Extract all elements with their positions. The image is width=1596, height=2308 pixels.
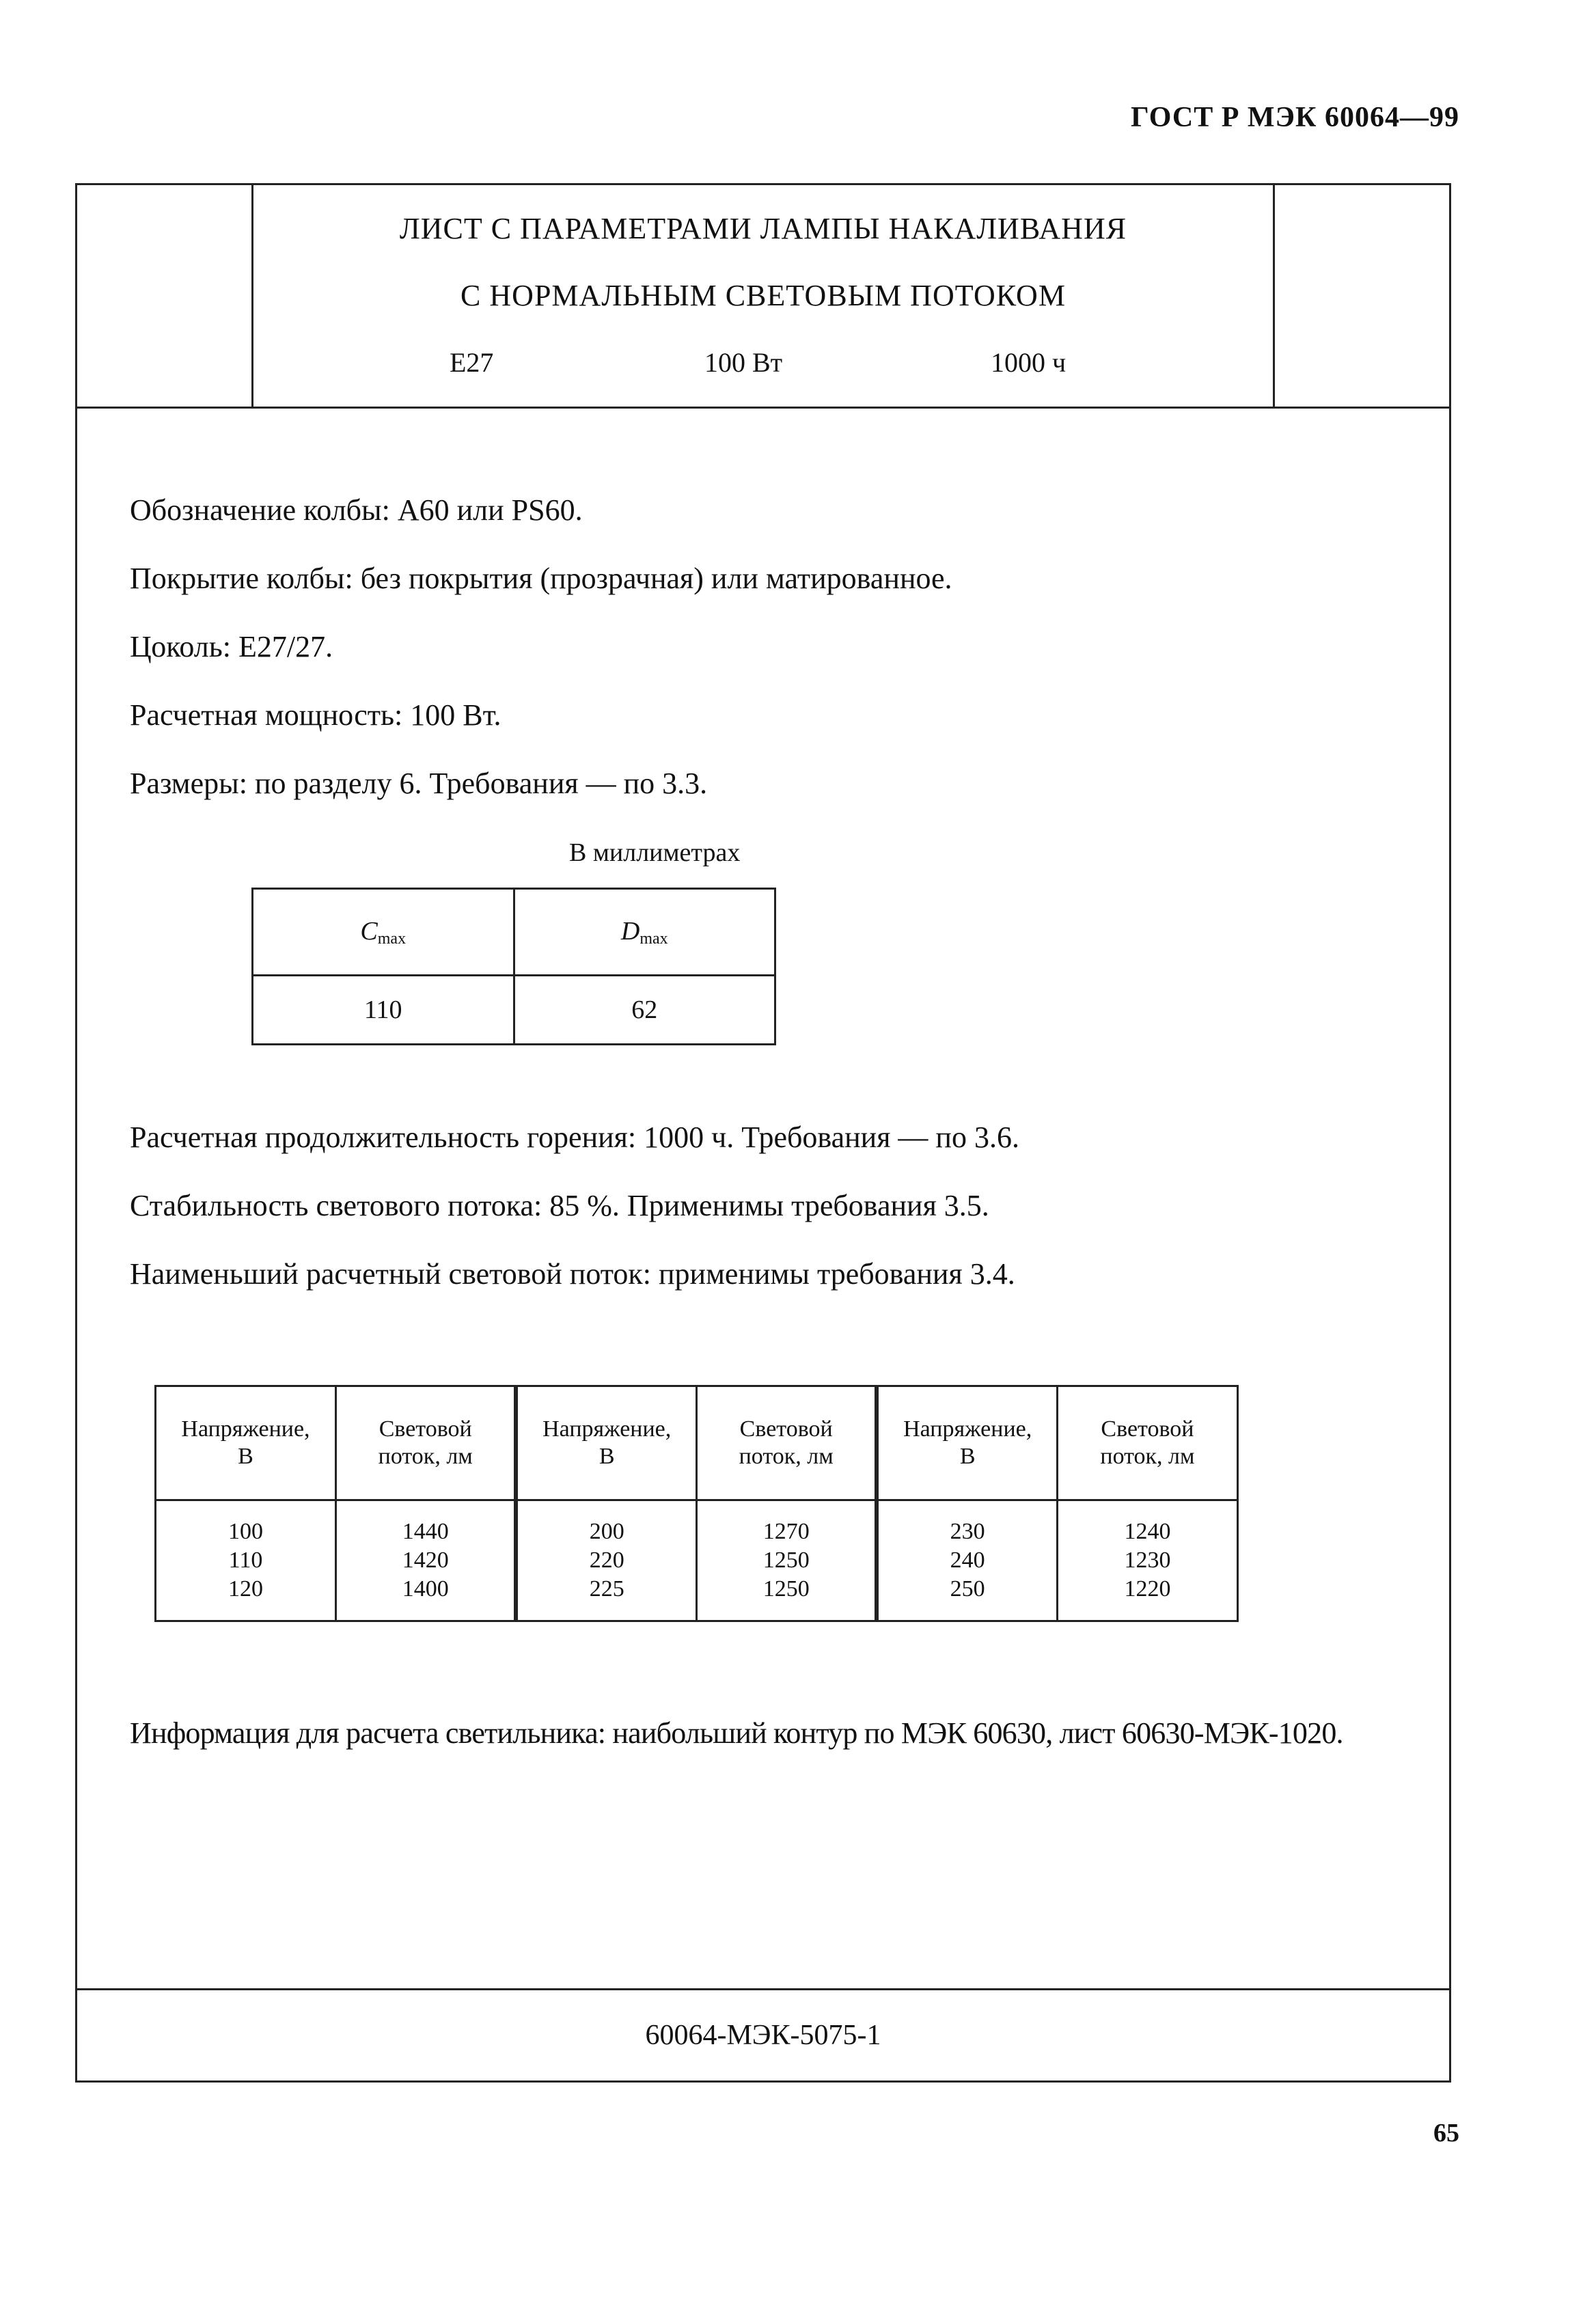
param-bulb-designation: Обозначение колбы: А60 или PS60. xyxy=(130,493,583,527)
luminous-flux-table xyxy=(154,1385,1239,1622)
dims-header-dmax: $D_{max}$ xyxy=(514,889,775,976)
param-rated-life: Расчетная продолжительность горения: 1000 ч. Требования — по 3.6. xyxy=(130,1121,1019,1154)
sheet-title-line2: С НОРМАЛЬНЫМ СВЕТОВЫМ ПОТОКОМ xyxy=(460,279,1066,312)
flux-col-voltage: 230 240 250 xyxy=(877,1500,1057,1621)
param-dimensions: Размеры: по разделу 6. Требования — по 3.3. xyxy=(130,767,708,800)
sheet-footer xyxy=(77,1988,1449,2080)
units-note: В миллиметрах xyxy=(569,838,741,867)
dims-value-dmax: 62 xyxy=(514,976,775,1045)
rated-life: 1000 ч xyxy=(991,347,1067,378)
standard-code: ГОСТ Р МЭК 60064—99 xyxy=(1131,102,1459,133)
param-bulb-finish: Покрытие колбы: без покрытия (прозрачная) или матированное. xyxy=(130,562,952,595)
header-left-cell xyxy=(77,185,253,407)
dims-header-cmax: $C_{max}$ xyxy=(253,889,514,976)
flux-col-voltage: 200 220 225 xyxy=(516,1500,696,1621)
flux-header-voltage: Напряжение, В xyxy=(516,1386,696,1500)
luminaire-design-info: Информация для расчета светильника: наибольший контур по МЭК 60630, лист 60630-МЭК-1020. xyxy=(130,1716,1343,1750)
flux-col-flux: 1440 1420 1400 xyxy=(335,1500,516,1621)
flux-header-voltage: Напряжение, В xyxy=(156,1386,336,1500)
param-min-flux: Наименьший расчетный световой поток: применимы требования 3.4. xyxy=(130,1257,1015,1291)
data-sheet-frame xyxy=(75,183,1451,2083)
flux-col-flux: 1270 1250 1250 xyxy=(696,1500,877,1621)
flux-header-voltage: Напряжение, В xyxy=(877,1386,1057,1500)
sheet-code: 60064-МЭК-5075-1 xyxy=(645,2020,881,2051)
sheet-title-line1: ЛИСТ С ПАРАМЕТРАМИ ЛАМПЫ НАКАЛИВАНИЯ xyxy=(399,212,1127,245)
flux-header-flux: Световой поток, лм xyxy=(1057,1386,1237,1500)
header-right-cell xyxy=(1273,185,1449,407)
page-number: 65 xyxy=(1433,2119,1459,2147)
flux-header-flux: Световой поток, лм xyxy=(696,1386,877,1500)
dimensions-table xyxy=(251,888,776,1045)
dims-value-cmax: 110 xyxy=(253,976,514,1045)
param-cap: Цоколь: E27/27. xyxy=(130,630,333,663)
sheet-header xyxy=(77,185,1449,409)
param-power: Расчетная мощность: 100 Вт. xyxy=(130,698,501,732)
flux-col-flux: 1240 1230 1220 xyxy=(1057,1500,1237,1621)
param-lumen-maintenance: Стабильность светового потока: 85 %. Применимы требования 3.5. xyxy=(130,1189,989,1222)
cap-type: E27 xyxy=(450,347,494,378)
flux-col-voltage: 100 110 120 xyxy=(156,1500,336,1621)
flux-header-flux: Световой поток, лм xyxy=(335,1386,516,1500)
rated-power: 100 Вт xyxy=(704,347,783,378)
